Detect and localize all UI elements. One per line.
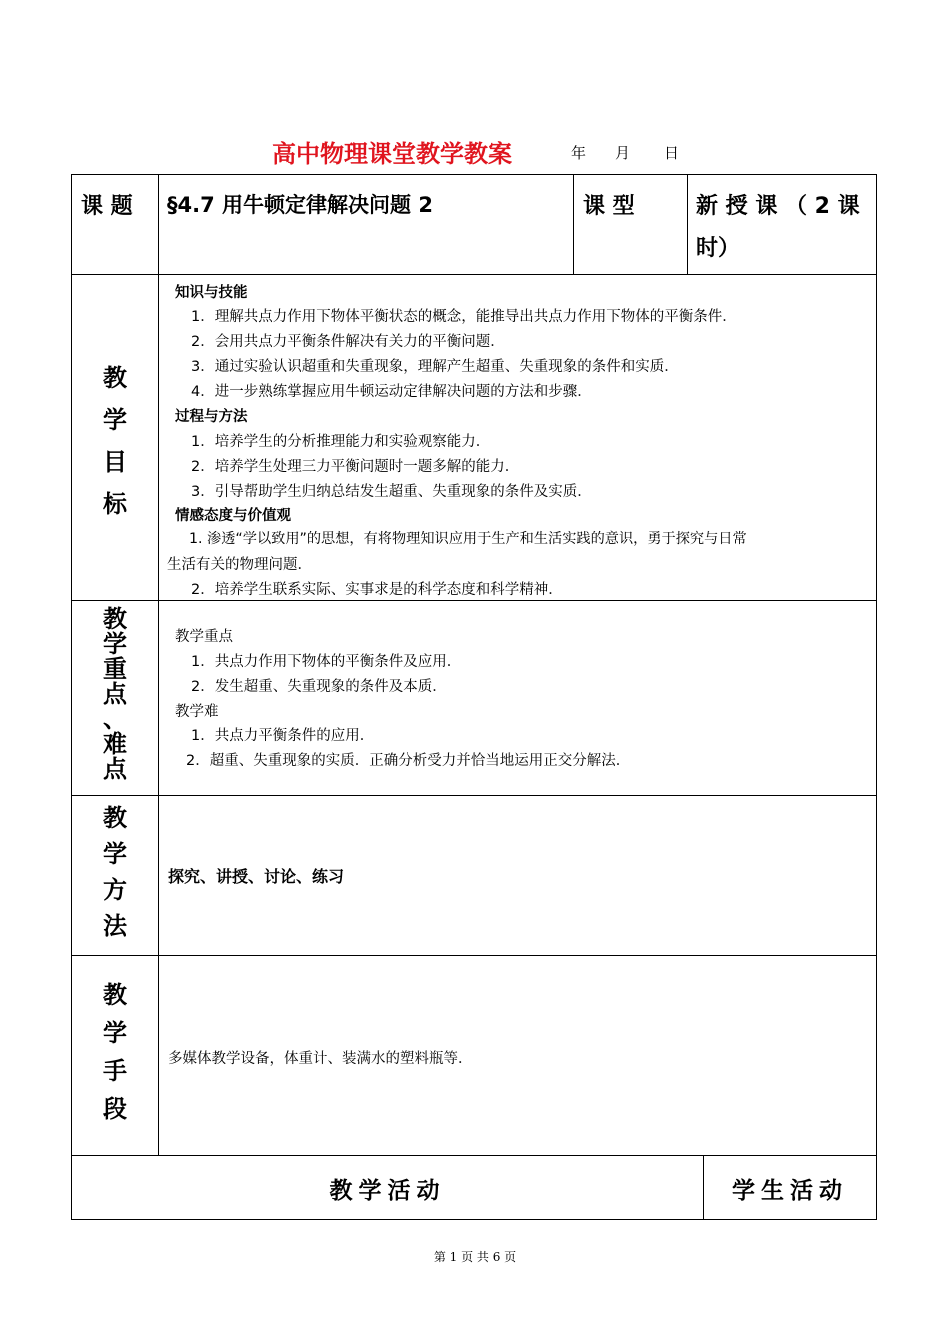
keypoints-label-cell xyxy=(71,600,159,796)
objectives-label xyxy=(72,357,158,525)
emotion-item-1-line-2: 生活有关的物理问题． xyxy=(167,557,312,573)
objectives-label-cell xyxy=(71,274,159,601)
keypoints-label-char: 学 xyxy=(103,630,127,658)
objectives-label-char: 标 xyxy=(103,490,127,518)
keypoints-content-cell xyxy=(158,600,877,796)
key-item: 2．发生超重、失重现象的条件及本质． xyxy=(191,679,447,695)
keypoints-label-char: 教 xyxy=(103,605,127,633)
keypoints-label-char: 点 xyxy=(103,680,127,708)
methods-value: 探究、讲授、讨论、练习 xyxy=(168,867,345,886)
key-item: 1．共点力作用下物体的平衡条件及应用． xyxy=(191,654,462,670)
type-value-line2: 时） xyxy=(696,236,741,261)
document-title: 高中物理课堂教学教案 xyxy=(272,140,512,168)
means-label-char: 手 xyxy=(103,1057,127,1085)
month-label: 月 xyxy=(615,144,631,162)
difficulty-item: 1．共点力平衡条件的应用． xyxy=(191,728,375,744)
emotion-heading: 情感态度与价值观 xyxy=(175,508,291,524)
objectives-label-char: 学 xyxy=(103,406,127,434)
process-heading: 过程与方法 xyxy=(175,409,248,425)
type-value-line1: 新 授 课 （ 2 课 xyxy=(696,194,860,219)
means-label-char: 教 xyxy=(103,981,127,1009)
objectives-label-char: 教 xyxy=(103,364,127,392)
methods-label-char: 学 xyxy=(103,840,127,868)
topic-label-cell xyxy=(71,174,159,275)
difficulty-item: 2．超重、失重现象的实质．正确分析受力并恰当地运用正交分解法． xyxy=(186,753,631,769)
process-item: 3．引导帮助学生归纳总结发生超重、失重现象的条件及实质． xyxy=(191,484,592,500)
objectives-label-char: 目 xyxy=(103,448,127,476)
means-label xyxy=(72,976,158,1128)
title-row xyxy=(0,134,950,170)
student-activity-cell xyxy=(703,1155,877,1220)
page-number: 第 1 页 共 6 页 xyxy=(433,1250,517,1264)
knowledge-heading: 知识与技能 xyxy=(175,285,248,301)
keypoints-label xyxy=(72,607,158,782)
key-heading: 教学重点 xyxy=(175,629,233,645)
objectives-content-cell xyxy=(158,274,877,601)
process-item: 1．培养学生的分析推理能力和实验观察能力． xyxy=(191,434,491,450)
type-label-cell xyxy=(573,174,688,275)
teaching-activity-cell xyxy=(71,1155,704,1220)
knowledge-item: 2．会用共点力平衡条件解决有关力的平衡问题． xyxy=(191,334,505,350)
teaching-activity-label: 教学活动 xyxy=(329,1178,446,1204)
methods-label-char: 方 xyxy=(103,876,127,904)
methods-label-char: 法 xyxy=(103,912,127,940)
keypoints-label-char: 难 xyxy=(103,730,127,758)
topic-value-cell xyxy=(158,174,574,275)
keypoints-label-char: 重 xyxy=(103,655,127,683)
emotion-item-1-line-1: 1. 渗透“学以致用”的思想，有将物理知识应用于生产和生活实践的意识，勇于探究与日常 xyxy=(189,531,747,547)
means-label-cell xyxy=(71,955,159,1156)
means-content-cell xyxy=(158,955,877,1156)
means-label-char: 学 xyxy=(103,1019,127,1047)
emotion-item-2: 2．培养学生联系实际、实事求是的科学态度和科学精神． xyxy=(191,582,563,598)
keypoints-label-char: 、 xyxy=(103,705,127,733)
keypoints-label-char: 点 xyxy=(103,755,127,783)
difficulty-heading: 教学难 xyxy=(175,704,219,720)
methods-label-cell xyxy=(71,795,159,956)
topic-label: 课 题 xyxy=(81,194,133,219)
year-label: 年 xyxy=(571,144,587,162)
day-label: 日 xyxy=(664,144,680,162)
topic-value: §4.7 用牛顿定律解决问题 2 xyxy=(167,193,433,217)
type-value-cell xyxy=(687,174,877,275)
methods-content-cell xyxy=(158,795,877,956)
knowledge-item: 4．进一步熟练掌握应用牛顿运动定律解决问题的方法和步骤． xyxy=(191,384,592,400)
process-item: 2．培养学生处理三力平衡问题时一题多解的能力． xyxy=(191,459,520,475)
methods-label-char: 教 xyxy=(103,804,127,832)
knowledge-item: 3．通过实验认识超重和失重现象，理解产生超重、失重现象的条件和实质． xyxy=(191,359,679,375)
student-activity-label: 学生活动 xyxy=(732,1178,848,1204)
methods-label xyxy=(72,800,158,944)
knowledge-item: 1．理解共点力作用下物体平衡状态的概念，能推导出共点力作用下物体的平衡条件． xyxy=(191,309,737,325)
type-label: 课 型 xyxy=(583,194,635,219)
means-label-char: 段 xyxy=(103,1095,127,1123)
means-value: 多媒体教学设备，体重计、装满水的塑料瓶等． xyxy=(168,1051,473,1067)
